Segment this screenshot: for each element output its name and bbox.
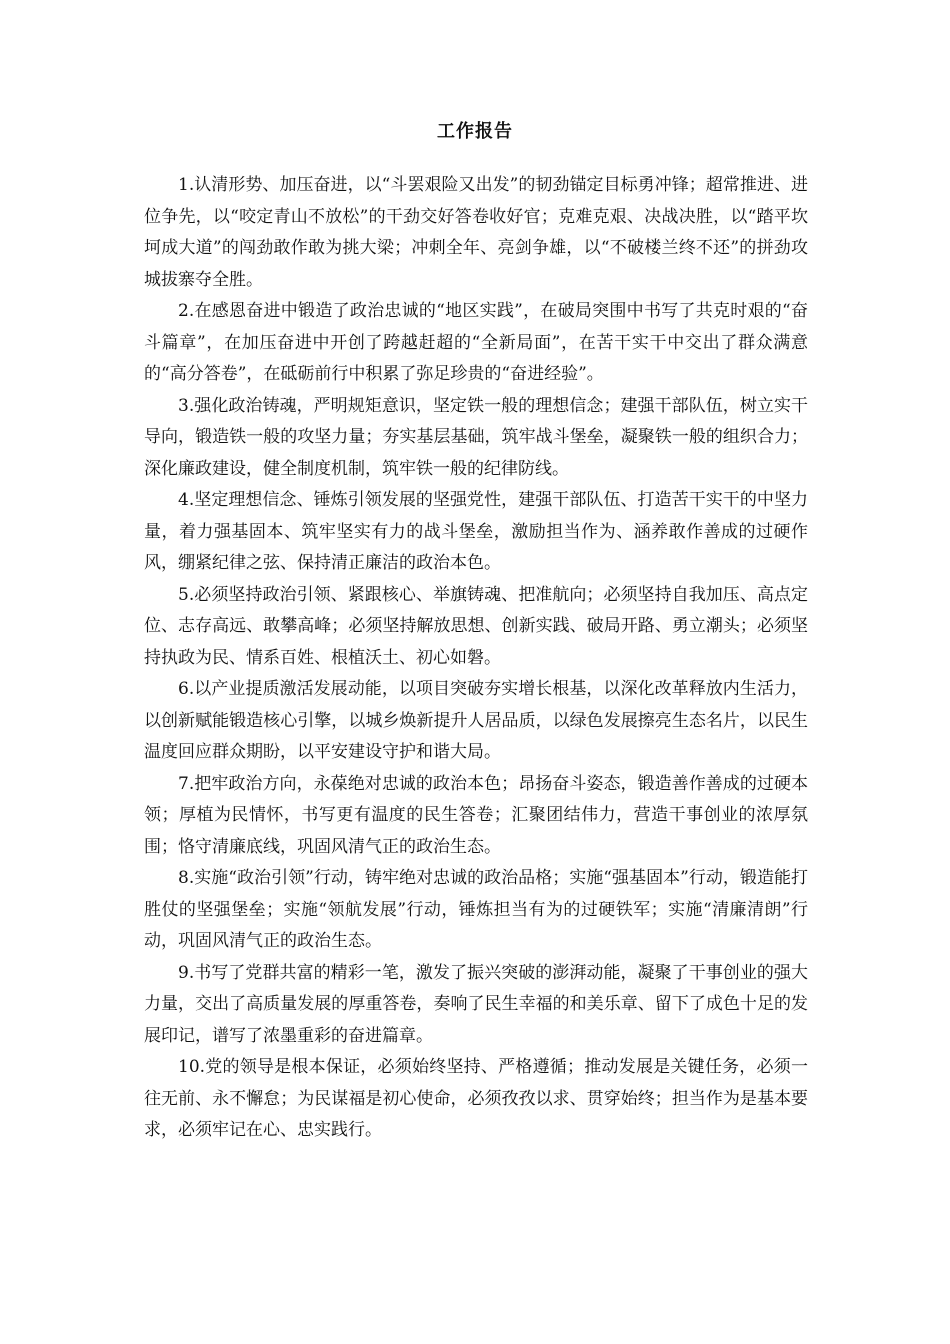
paragraph-2: 2.在感恩奋进中锻造了政治忠诚的“地区实践”，在破局突围中书写了共克时艰的“奋斗篇章”，在加压奋进中开创了跨越赶超的“全新局面”，在苦干实干中交出了群众满意的“高分答卷”，在砥砺前行中积累了弥足珍贵的“奋进经验”。 xyxy=(144,301,808,384)
paragraph-10: 10.党的领导是根本保证，必须始终坚持、严格遵循；推动发展是关键任务，必须一往无前、永不懈怠；为民谋福是初心使命，必须孜孜以求、贯穿始终；担当作为是基本要求，必须牢记在心、忠实践行。 xyxy=(144,1057,808,1140)
paragraph-4: 4.坚定理想信念、锤炼引领发展的坚强党性，建强干部队伍、打造苦干实干的中坚力量，着力强基固本、筑牢坚实有力的战斗堡垒，激励担当作为、涵养敢作善成的过硬作风，绷紧纪律之弦、保持清正廉洁的政治本色。 xyxy=(144,490,808,573)
paragraph-9: 9.书写了党群共富的精彩一笔，激发了振兴突破的澎湃动能，凝聚了干事创业的强大力量，交出了高质量发展的厚重答卷，奏响了民生幸福的和美乐章、留下了成色十足的发展印记，谱写了浓墨重彩的奋进篇章。 xyxy=(144,962,808,1046)
paragraph-8: 8.实施“政治引领”行动，铸牢绝对忠诚的政治品格；实施“强基固本”行动，锻造能打胜仗的坚强堡垒；实施“领航发展”行动，锤炼担当有为的过硬铁军；实施“清廉清朗”行动，巩固风清气正的政治生态。 xyxy=(144,868,808,951)
paragraph-6: 6.以产业提质激活发展动能，以项目突破夯实增长根基，以深化改革释放内生活力，以创新赋能锻造核心引擎，以城乡焕新提升人居品质，以绿色发展擦亮生态名片，以民生温度回应群众期盼，以平安建设守护和谐大局。 xyxy=(144,679,808,762)
paragraph-7: 7.把牢政治方向，永葆绝对忠诚的政治本色；昂扬奋斗姿态，锻造善作善成的过硬本领；厚植为民情怀，书写更有温度的民生答卷；汇聚团结伟力，营造干事创业的浓厚氛围；恪守清廉底线，巩固风清气正的政治生态。 xyxy=(144,773,808,857)
paragraph-1: 1.认清形势、加压奋进，以“斗罢艰险又出发”的韧劲锚定目标勇冲锋；超常推进、进位争先，以“咬定青山不放松”的干劲交好答卷收好官；克难克艰、决战决胜，以“踏平坎坷成大道”的闯劲敢作敢为挑大梁；冲刺全年、亮剑争雄，以“不破楼兰终不还”的拼劲攻城拔寨夺全胜。 xyxy=(144,175,808,290)
paragraph-3: 3.强化政治铸魂，严明规矩意识，坚定铁一般的理想信念；建强干部队伍，树立实干导向，锻造铁一般的攻坚力量；夯实基层基础，筑牢战斗堡垒，凝聚铁一般的组织合力；深化廉政建设，健全制度机制，筑牢铁一般的纪律防线。 xyxy=(144,395,808,479)
document-body xyxy=(144,170,808,1147)
paragraph-5: 5.必须坚持政治引领、紧跟核心、举旗铸魂、把准航向；必须坚持自我加压、高点定位、志存高远、敢攀高峰；必须坚持解放思想、创新实践、破局开路、勇立潮头；必须坚持执政为民、情系百姓、根植沃土、初心如磐。 xyxy=(144,584,808,668)
document-title: 工作报告 xyxy=(437,121,513,142)
